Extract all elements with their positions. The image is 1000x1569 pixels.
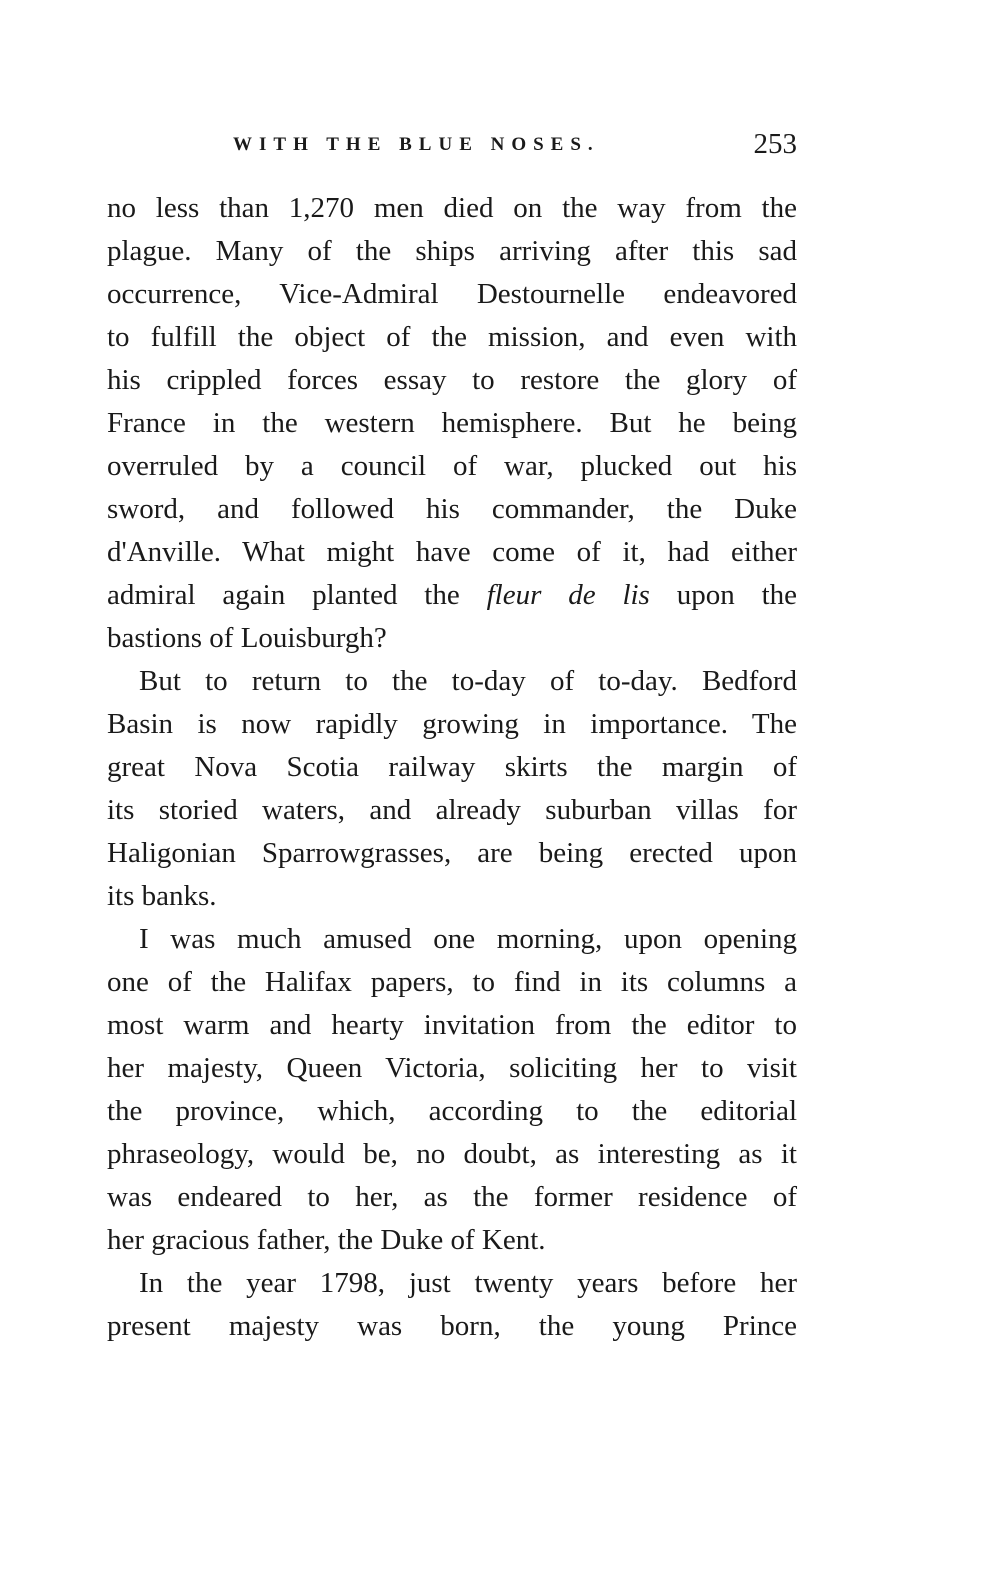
text-line: In the year 1798, just twenty years before her <box>139 1267 797 1299</box>
text-line: no less than 1,270 men died on the way from the <box>107 192 797 224</box>
text-segment: admiral again planted the <box>107 579 460 611</box>
text-line: occurrence, Vice-Admiral Destournelle endeavored <box>107 278 797 310</box>
text-line: bastions of Louisburgh? <box>107 622 387 654</box>
italic-phrase: fleur de lis <box>486 579 650 611</box>
paragraph <box>107 187 797 660</box>
text-line: one of the Halifax papers, to find in its columns a <box>107 966 797 998</box>
text-line: Basin is now rapidly growing in importance. The <box>107 708 797 740</box>
text-line: most warm and hearty invitation from the editor to <box>107 1009 797 1041</box>
text-line: to fulfill the object of the mission, and even with <box>107 321 797 353</box>
text-line: his crippled forces essay to restore the glory of <box>107 364 797 396</box>
text-line: was endeared to her, as the former residence of <box>107 1181 797 1213</box>
text-line: its storied waters, and already suburban villas for <box>107 794 797 826</box>
running-head <box>107 128 797 168</box>
text-line: Haligonian Sparrowgrasses, are being erected upon <box>107 837 797 869</box>
text-line: I was much amused one morning, upon opening <box>139 923 797 955</box>
text-line: phraseology, would be, no doubt, as interesting as it <box>107 1138 797 1170</box>
paragraph <box>107 918 797 1262</box>
text-line <box>107 574 797 617</box>
paragraph <box>107 1262 797 1348</box>
text-line: plague. Many of the ships arriving after this sad <box>107 235 797 267</box>
text-line: sword, and followed his commander, the Duke <box>107 493 797 525</box>
body-text <box>107 187 797 1348</box>
text-line: d'Anville. What might have come of it, had either <box>107 536 797 568</box>
paragraph <box>107 660 797 918</box>
page-number: 253 <box>753 128 797 160</box>
text-line: its banks. <box>107 880 217 912</box>
text-line: great Nova Scotia railway skirts the margin of <box>107 751 797 783</box>
text-line: her majesty, Queen Victoria, soliciting her to visit <box>107 1052 797 1084</box>
running-title: WITH THE BLUE NOSES. <box>233 134 600 155</box>
text-line: overruled by a council of war, plucked out his <box>107 450 797 482</box>
text-line: the province, which, according to the editorial <box>107 1095 797 1127</box>
text-line: her gracious father, the Duke of Kent. <box>107 1224 546 1256</box>
text-line: But to return to the to-day of to-day. Bedford <box>139 665 797 697</box>
text-segment: upon the <box>676 579 798 611</box>
text-line: present majesty was born, the young Prince <box>107 1310 797 1342</box>
text-line: France in the western hemisphere. But he being <box>107 407 797 439</box>
